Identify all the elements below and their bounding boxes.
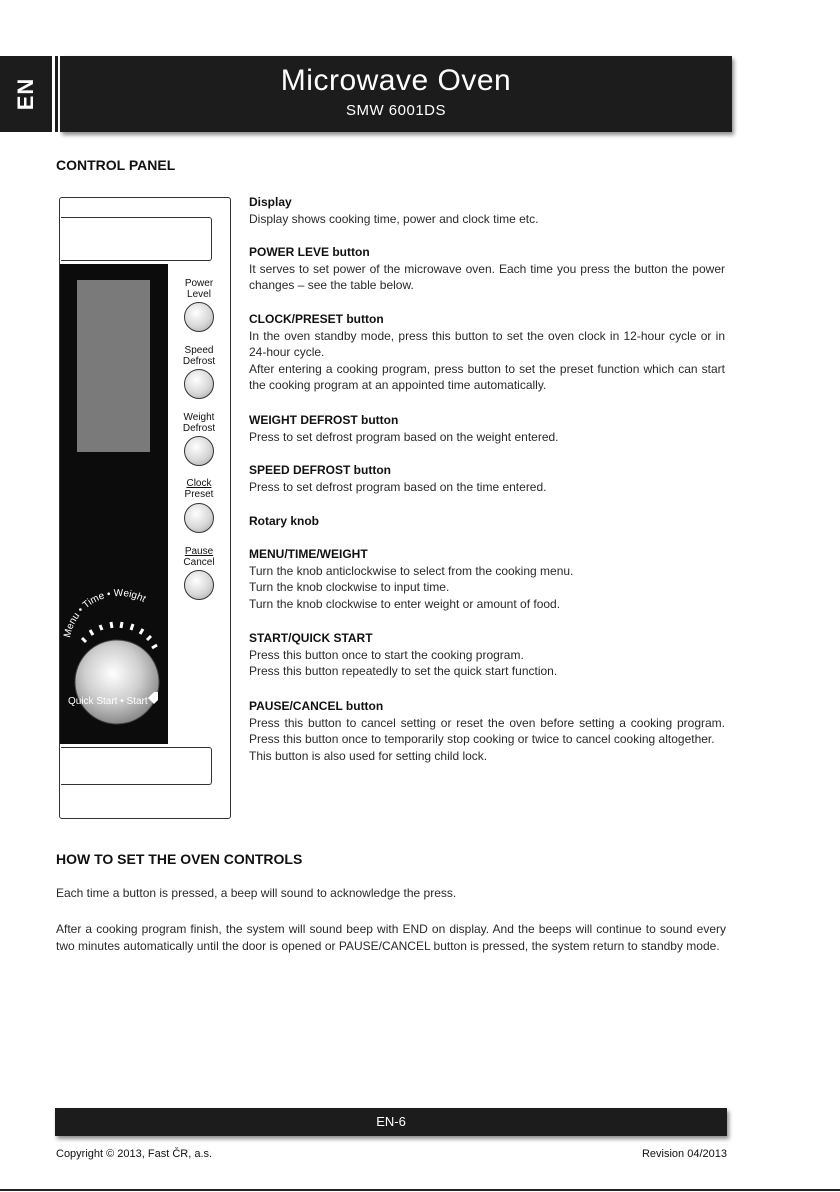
desc-heading: MENU/TIME/WEIGHT <box>249 547 368 561</box>
page-number-bar <box>55 1108 727 1136</box>
desc-text: Turn the knob clockwise to enter weight or amount of food. <box>249 596 561 611</box>
desc-text: Press to set defrost program based on the time entered. <box>249 479 547 494</box>
desc-text: Press this button once to start the cooking program. <box>249 647 524 662</box>
title-bar <box>60 56 732 132</box>
how-to-paragraph-2: After a cooking program finish, the system will sound beep with END on display. And the beeps will continue to sound every two minutes automatically until the door is opened or PAUSE/CANCEL button is pressed, the system return to standby mode. <box>56 922 726 953</box>
desc-display <box>249 194 725 227</box>
display-window <box>77 280 150 452</box>
revision: Revision 04/2013 <box>641 1148 727 1160</box>
desc-heading: Display <box>249 195 292 209</box>
knob-bottom-label: Quick Start • Start <box>68 696 148 707</box>
rotary-knob <box>75 640 159 724</box>
desc-text: Press this button repeatedly to set the quick start function. <box>249 664 558 679</box>
pause-cancel-label: Pause Cancel <box>183 546 215 568</box>
control-panel-heading: CONTROL PANEL <box>56 157 176 173</box>
language-tab <box>0 56 52 132</box>
power-level-label: Power Level <box>184 278 214 300</box>
desc-pause-cancel <box>249 698 725 764</box>
language-code: EN <box>13 77 38 111</box>
weight-defrost-label: Weight Defrost <box>182 412 216 434</box>
desc-text: After entering a cooking program, press button to set the preset function which can start the cooking program at an appointed time automatically. <box>249 361 725 393</box>
desc-heading: POWER LEVE button <box>249 245 370 259</box>
desc-heading: Rotary knob <box>249 514 320 528</box>
page-number: EN-6 <box>376 1114 406 1129</box>
how-to-heading: HOW TO SET THE OVEN CONTROLS <box>56 851 303 867</box>
rotary-knob-illustration <box>60 568 170 738</box>
panel-top-slot <box>61 217 212 261</box>
clock-preset-button <box>184 503 214 533</box>
desc-text: Display shows cooking time, power and clock time etc. <box>249 211 539 226</box>
desc-text: Turn the knob anticlockwise to select from the cooking menu. <box>249 563 574 578</box>
desc-text: Press to set defrost program based on the weight entered. <box>249 429 559 444</box>
desc-heading: WEIGHT DEFROST button <box>249 413 399 427</box>
desc-text: Turn the knob clockwise to input time. <box>249 580 450 595</box>
desc-text: In the oven standby mode, press this button to set the oven clock in 12-hour cycle or in 24-hour cycle. <box>249 328 725 360</box>
desc-text: Press this button to cancel setting or reset the oven before setting a cooking program. Press this button once to temporarily stop cooking or twice to cancel cooking altogether. <box>249 715 725 747</box>
desc-speed-defrost <box>249 462 725 495</box>
panel-bottom-slot <box>61 747 212 785</box>
pause-cancel-button <box>184 570 214 600</box>
control-panel-illustration <box>59 197 231 819</box>
desc-text: This button is also used for setting child lock. <box>249 748 488 763</box>
desc-power-level <box>249 244 725 294</box>
desc-weight-defrost <box>249 412 725 445</box>
desc-heading: START/QUICK START <box>249 631 373 645</box>
speed-defrost-label: Speed Defrost <box>182 345 216 367</box>
power-level-button <box>184 302 214 332</box>
desc-text: It serves to set power of the microwave oven. Each time you press the button the power changes – see the table below. <box>249 261 725 293</box>
weight-defrost-button <box>184 436 214 466</box>
desc-heading: PAUSE/CANCEL button <box>249 699 384 713</box>
model-number: SMW 6001DS <box>345 102 447 119</box>
copyright: Copyright © 2013, Fast ČR, a.s. <box>56 1148 213 1160</box>
bottom-rule <box>0 1189 840 1191</box>
desc-rotary-knob <box>249 513 725 530</box>
desc-heading: CLOCK/PRESET button <box>249 312 384 326</box>
desc-clock-preset <box>249 311 725 394</box>
desc-start <box>249 630 725 680</box>
knob-arc-label: Menu • Time • Weight <box>62 587 148 639</box>
desc-heading: SPEED DEFROST button <box>249 463 391 477</box>
clock-preset-label: Clock Preset <box>184 478 214 500</box>
how-to-paragraph-1: Each time a button is pressed, a beep will sound to acknowledge the press. <box>56 886 457 900</box>
page-title: Microwave Oven <box>280 64 512 97</box>
header-divider <box>55 56 58 132</box>
desc-menu-time-weight <box>249 546 725 612</box>
speed-defrost-button <box>184 369 214 399</box>
